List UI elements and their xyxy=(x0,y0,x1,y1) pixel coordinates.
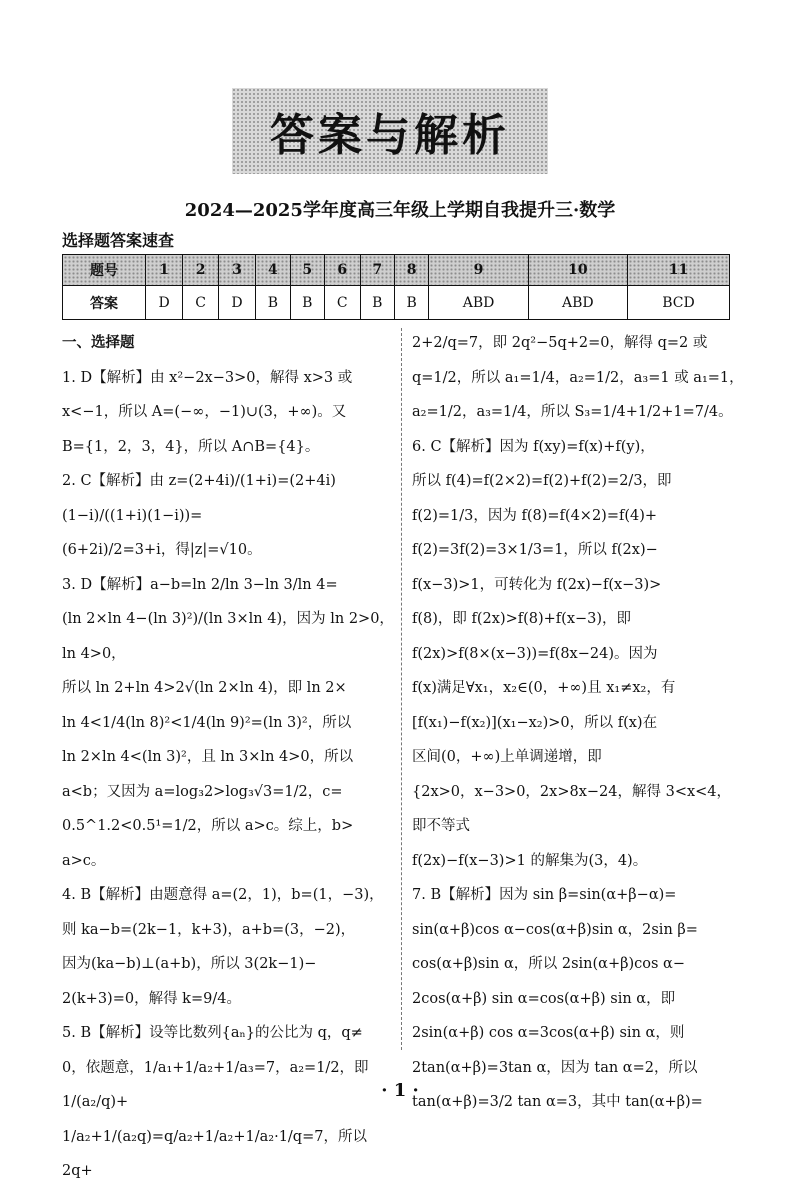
answer-cell: ABD xyxy=(528,286,627,320)
answer-cell: D xyxy=(218,286,255,320)
question-number-cell: 9 xyxy=(429,255,528,286)
text-line: q=1/2，所以 a₁=1/4，a₂=1/2，a₃=1 或 a₁=1， xyxy=(412,369,744,386)
answer-cell: B xyxy=(394,286,428,320)
answer-cell: ABD xyxy=(429,286,528,320)
text-line: tan(α+β)=3/2 tan α=3，其中 tan(α+β)= xyxy=(412,1094,703,1110)
text-line: 2tan(α+β)=3tan α，因为 tan α=2，所以 xyxy=(412,1059,698,1076)
answer-label-cell: 答案 xyxy=(63,286,146,320)
text-line: 0.5^1.2<0.5¹=1/2，所以 a>c。综上，b> xyxy=(62,818,354,834)
text-line: {2x>0，x−3>0，2x>8x−24，解得 3<x<4，即不等式 xyxy=(412,783,732,834)
question-number-cell: 4 xyxy=(256,255,290,286)
text-line: 0，依题意，1/a₁+1/a₂+1/a₃=7，a₂=1/2，即 1/(a₂/q)+ xyxy=(62,1059,369,1110)
text-line: f(x)满足∀x₁，x₂∈(0，+∞)且 x₁≠x₂，有 xyxy=(412,680,676,696)
answer-table-answer-row xyxy=(63,286,730,320)
text-line: ln 4<1/4(ln 8)²<1/4(ln 9)²=(ln 3)²，所以 xyxy=(62,714,352,731)
text-line: B={1，2，3，4}，所以 A∩B={4}。 xyxy=(62,438,320,455)
question-number-cell: 5 xyxy=(290,255,324,286)
right-column xyxy=(412,326,744,1120)
text-line: (6+2i)/2=3+i，得|z|=√10。 xyxy=(62,542,262,558)
left-column xyxy=(62,326,398,1189)
question-number-cell: 7 xyxy=(360,255,394,286)
text-line: f(2)=3f(2)=3×1/3=1，所以 f(2x)− xyxy=(412,542,658,558)
answer-cell: BCD xyxy=(628,286,730,320)
text-line: f(8)，即 f(2x)>f(8)+f(x−3)，即 xyxy=(412,611,632,627)
text-line: 6. C【解析】因为 f(xy)=f(x)+f(y)， xyxy=(412,438,655,455)
column-divider xyxy=(401,328,402,1050)
page-number: · 1 · xyxy=(381,1080,419,1101)
question-number-cell: 8 xyxy=(394,255,428,286)
text-line: a<b；又因为 a=log₃2>log₃√3=1/2，c= xyxy=(62,783,343,800)
text-line: 2sin(α+β) cos α=3cos(α+β) sin α，则 xyxy=(412,1025,685,1041)
text-line: 1. D【解析】由 x²−2x−3>0，解得 x>3 或 xyxy=(62,369,353,386)
text-line: 7. B【解析】因为 sin β=sin(α+β−α)= xyxy=(412,887,677,903)
text-line: a>c。 xyxy=(62,852,106,869)
text-line: 则 ka−b=(2k−1，k+3)，a+b=(3，−2)， xyxy=(62,921,356,938)
question-number-cell: 2 xyxy=(183,255,219,286)
text-line: 3. D【解析】a−b=ln 2/ln 3−ln 3/ln 4= xyxy=(62,576,338,593)
question-number-cell: 6 xyxy=(324,255,360,286)
text-line: f(x−3)>1，可转化为 f(2x)−f(x−3)> xyxy=(412,576,662,593)
text-line: f(2x)>f(8×(x−3))=f(8x−24)。因为 xyxy=(412,645,658,662)
text-line: 所以 f(4)=f(2×2)=f(2)+f(2)=2/3，即 xyxy=(412,473,672,489)
text-line: 2. C【解析】由 z=(2+4i)/(1+i)=(2+4i)(1−i)/((1+i)(1−i))= xyxy=(62,473,336,524)
text-line: 1/a₂+1/(a₂q)=q/a₂+1/a₂+1/a₂·1/q=7，所以 2q+ xyxy=(62,1128,367,1179)
answer-cell: C xyxy=(183,286,219,320)
section-heading: 一、选择题 xyxy=(62,335,135,351)
answer-section-title: 选择题答案速查 xyxy=(62,231,175,250)
text-line: f(2x)−f(x−3)>1 的解集为(3，4)。 xyxy=(412,852,648,869)
text-line: x<−1，所以 A=(−∞，−1)∪(3，+∞)。又 xyxy=(62,404,347,420)
answer-table-header-row xyxy=(63,255,730,286)
text-line: f(2)=1/3，因为 f(8)=f(4×2)=f(4)+ xyxy=(412,507,658,524)
title-banner xyxy=(232,88,548,174)
text-line: 因为(ka−b)⊥(a+b)，所以 3(2k−1)− xyxy=(62,956,317,972)
question-number-cell: 1 xyxy=(146,255,183,286)
header-label-cell: 题号 xyxy=(63,255,146,286)
text-line: (ln 2×ln 4−(ln 3)²)/(ln 3×ln 4)，因为 ln 2>0，ln 4>0， xyxy=(62,611,394,662)
answer-table xyxy=(62,254,730,320)
text-line: cos(α+β)sin α，所以 2sin(α+β)cos α− xyxy=(412,956,685,972)
answer-cell: B xyxy=(256,286,290,320)
question-number-cell: 11 xyxy=(628,255,730,286)
text-line: 2(k+3)=0，解得 k=9/4。 xyxy=(62,990,241,1007)
text-line: ln 2×ln 4<(ln 3)²，且 ln 3×ln 4>0，所以 xyxy=(62,749,354,765)
answer-cell: C xyxy=(324,286,360,320)
document-title: 2024—2025学年度高三年级上学期自我提升三·数学 xyxy=(184,200,616,221)
banner-title: 答案与解析 xyxy=(270,110,510,161)
text-line: [f(x₁)−f(x₂)](x₁−x₂)>0，所以 f(x)在 xyxy=(412,714,658,731)
text-line: sin(α+β)cos α−cos(α+β)sin α，2sin β= xyxy=(412,921,698,938)
text-line: 2cos(α+β) sin α=cos(α+β) sin α，即 xyxy=(412,990,676,1007)
text-line: 2+2/q=7，即 2q²−5q+2=0，解得 q=2 或 xyxy=(412,335,708,351)
answer-cell: D xyxy=(146,286,183,320)
answer-cell: B xyxy=(290,286,324,320)
text-line: 区间(0，+∞)上单调递增，即 xyxy=(412,749,602,765)
text-line: 4. B【解析】由题意得 a=(2，1)，b=(1，−3)， xyxy=(62,887,384,903)
text-line: 所以 ln 2+ln 4>2√(ln 2×ln 4)，即 ln 2× xyxy=(62,680,347,696)
answer-cell: B xyxy=(360,286,394,320)
question-number-cell: 10 xyxy=(528,255,627,286)
text-line: 5. B【解析】设等比数列{aₙ}的公比为 q，q≠ xyxy=(62,1025,363,1041)
text-line: a₂=1/2，a₃=1/4，所以 S₃=1/4+1/2+1=7/4。 xyxy=(412,404,733,420)
question-number-cell: 3 xyxy=(218,255,255,286)
